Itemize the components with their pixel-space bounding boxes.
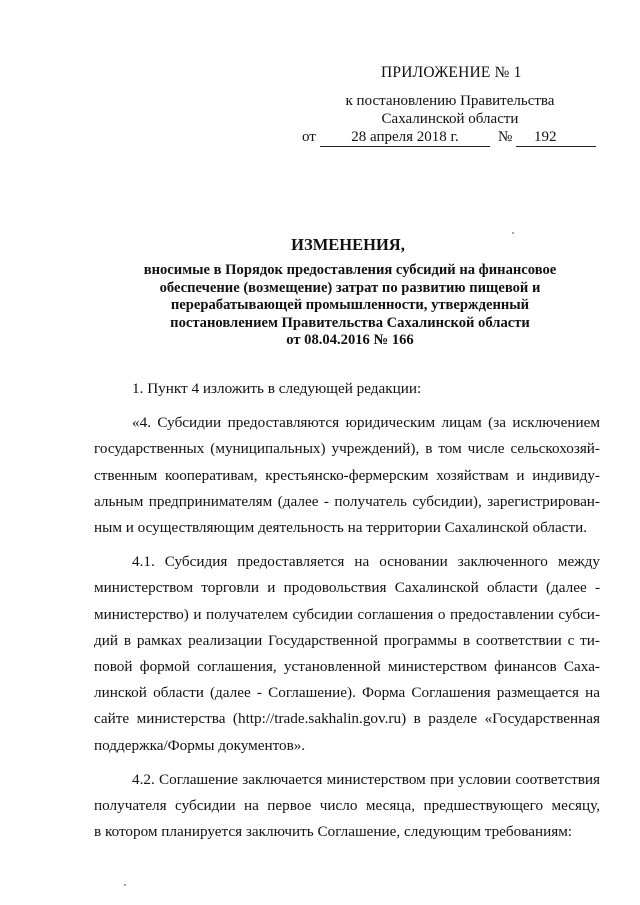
paragraph-line: альным предпринимателям (далее - получатель субсидии), зарегистрирован- bbox=[94, 492, 600, 510]
subtitle-line: постановлением Правительства Сахалинской области bbox=[170, 314, 530, 331]
subtitle-line: обеспечение (возмещение) затрат по развитию пищевой и bbox=[159, 279, 541, 296]
paragraph-1: 1. Пункт 4 изложить в следующей редакции: bbox=[132, 380, 422, 397]
paragraph-line: получателя субсидии на первое число месяца, предшествующего месяцу, bbox=[94, 797, 600, 815]
changes-subtitle bbox=[120, 262, 580, 350]
resolution-date: 28 апреля 2018 г. bbox=[320, 129, 490, 147]
appendix-title: ПРИЛОЖЕНИЕ № 1 bbox=[381, 64, 522, 81]
paragraph-line: в котором планируется заключить Соглашение, следующим требованиям: bbox=[94, 823, 573, 841]
paragraph-line: поддержка/Формы документов». bbox=[94, 736, 306, 754]
appendix-date-row bbox=[298, 129, 598, 149]
document-body bbox=[94, 376, 600, 845]
paragraph-3 bbox=[94, 549, 600, 759]
paragraph-2 bbox=[94, 410, 600, 541]
number-label: № bbox=[498, 129, 513, 145]
subtitle-line: перерабатывающей промышленности, утвержденный bbox=[170, 297, 530, 314]
appendix-resolution-line: к постановлению Правительства bbox=[345, 93, 555, 109]
paragraph-line: повой формой соглашения, установленной министерством финансов Саха- bbox=[94, 658, 600, 676]
paragraph-line: государственных (муниципальных) учреждений), в том числе сельскохозяй- bbox=[94, 440, 600, 458]
paragraph-line: ным и осуществляющим деятельность на территории Сахалинской области. bbox=[94, 519, 588, 537]
paragraph-line: дий в рамках реализации Государственной программы в соответствии с ти- bbox=[94, 631, 600, 649]
scan-speck bbox=[124, 884, 126, 886]
paragraph-4 bbox=[94, 767, 600, 846]
changes-title: ИЗМЕНЕНИЯ, bbox=[291, 235, 405, 254]
paragraph-line: министерство) и получателем субсидии соглашения о предоставлении субси- bbox=[94, 605, 600, 623]
paragraph-line: 4.1. Субсидия предоставляется на основании заключенного между bbox=[132, 553, 600, 571]
subtitle-line: вносимые в Порядок предоставления субсидий на финансовое bbox=[143, 262, 557, 278]
paragraph-line: «4. Субсидии предоставляются юридическим лицам (за исключением bbox=[132, 414, 600, 432]
appendix-region-line: Сахалинской области bbox=[381, 111, 519, 127]
paragraph-line: линской области (далее - Соглашение). Форма Соглашения размещается на bbox=[94, 684, 600, 702]
paragraph-line: сайте министерства (http://trade.sakhalin.gov.ru) в разделе «Государственная bbox=[94, 710, 600, 728]
subtitle-line: от 08.04.2016 № 166 bbox=[286, 332, 414, 349]
scan-speck bbox=[512, 232, 514, 234]
from-label: от bbox=[302, 129, 316, 145]
resolution-number: 192 bbox=[534, 129, 557, 145]
paragraph-line: 4.2. Соглашение заключается министерством при условии соответствия bbox=[132, 770, 600, 788]
resolution-number-field bbox=[516, 129, 596, 147]
paragraph-line: ственным кооперативам, крестьянско-фермерским хозяйствам и индивиду- bbox=[94, 466, 600, 484]
paragraph-line: министерством торговли и продовольствия Сахалинской области (далее - bbox=[94, 579, 600, 597]
